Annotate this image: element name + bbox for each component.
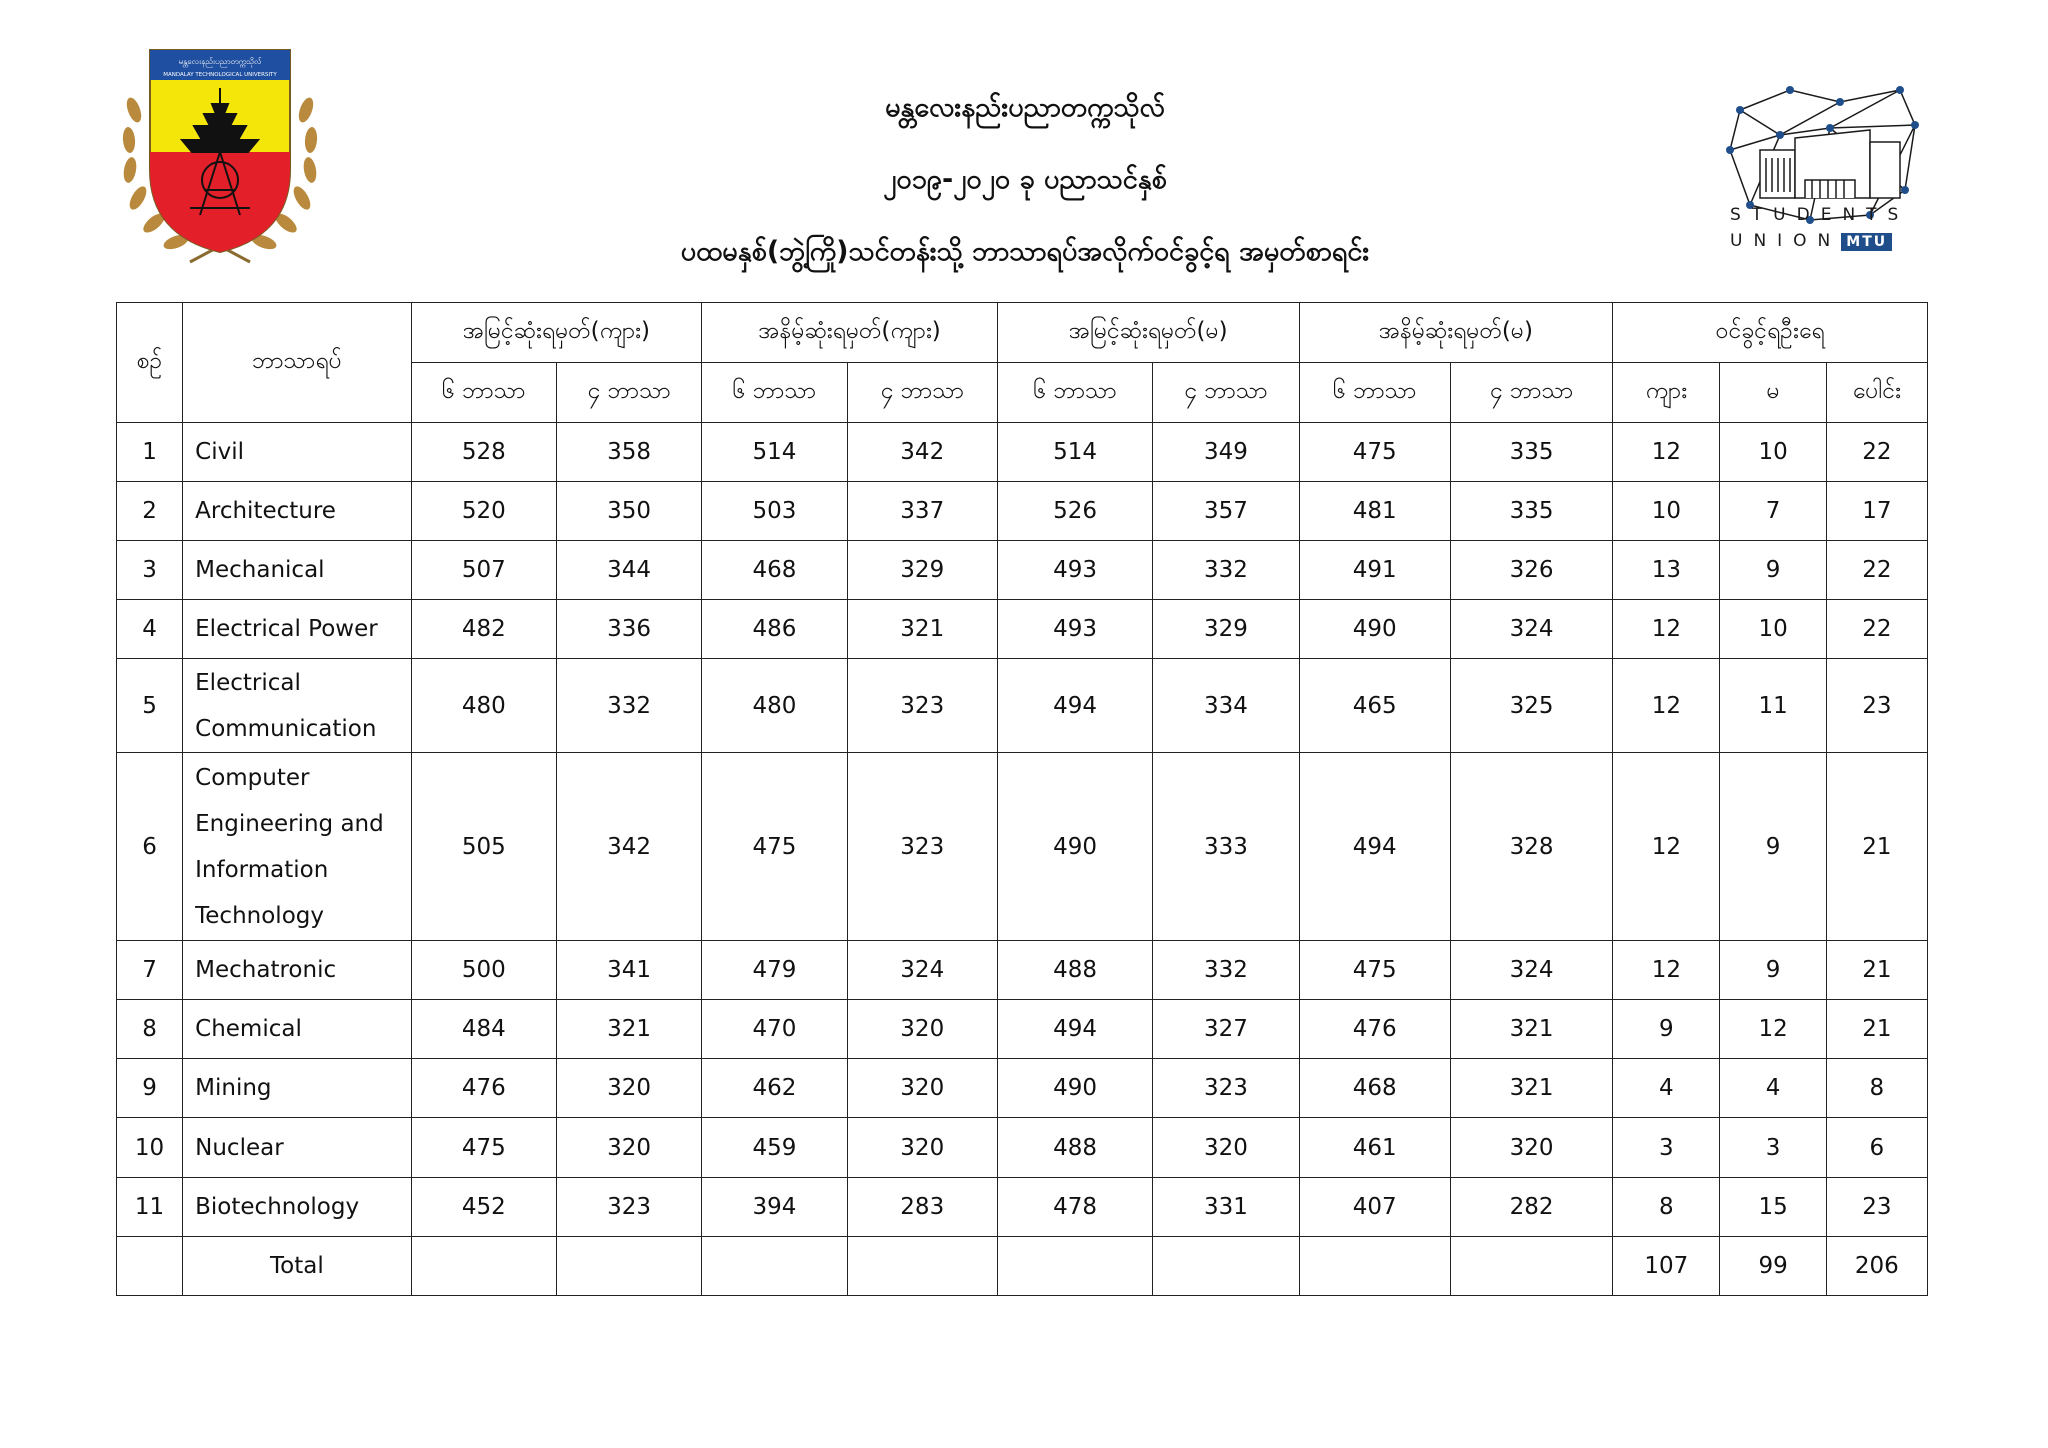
subject-name-line: Mechatronic — [195, 957, 337, 983]
min-female-four: 324 — [1450, 941, 1612, 1000]
subject-name-line: Chemical — [195, 1016, 302, 1042]
table-header — [117, 303, 1928, 423]
max-male-six: 476 — [411, 1059, 556, 1118]
min-male-four: 329 — [847, 541, 997, 600]
admitted-male: 8 — [1613, 1178, 1720, 1237]
max-male-six: 505 — [411, 753, 556, 941]
subject-name-line: Communication — [195, 715, 377, 742]
results-subtitle: ပထမနှစ်(ဘွဲ့ကြို)သင်တန်းသို့ ဘာသာရပ်အလိုက်ဝင်ခွင့်ရ အမှတ်စာရင်း — [680, 236, 1370, 267]
admitted-male: 12 — [1613, 600, 1720, 659]
union-text: UNION — [1730, 231, 1842, 251]
min-male-six: 479 — [702, 941, 847, 1000]
min-female-four: 335 — [1450, 482, 1612, 541]
row-number: 4 — [117, 600, 183, 659]
min-male-four: 320 — [847, 1000, 997, 1059]
table-row — [117, 1000, 1928, 1059]
table-row — [117, 753, 1928, 941]
subject-name-line: Nuclear — [195, 1134, 284, 1161]
subheader-four-subjects: ၄ ဘာသာ — [556, 363, 701, 423]
header-max-female: အမြင့်ဆုံးရမှတ်(မ) — [997, 303, 1299, 363]
header-subject: ဘာသာရပ် — [183, 303, 412, 423]
max-female-four: 334 — [1153, 659, 1299, 753]
max-male-four: 358 — [556, 423, 701, 482]
subject-name-line: Technology — [195, 902, 324, 929]
subheader-female: မ — [1720, 363, 1826, 423]
row-number: 2 — [117, 482, 183, 541]
max-female-six: 478 — [997, 1178, 1152, 1237]
admitted-total: 21 — [1826, 941, 1927, 1000]
min-male-four: 323 — [847, 753, 997, 941]
max-male-four: 332 — [556, 659, 701, 753]
admitted-total: 22 — [1826, 423, 1927, 482]
max-male-four: 336 — [556, 600, 701, 659]
subject-name — [183, 423, 412, 482]
academic-year-title: ၂၀၁၉-၂၀၂၀ ခု ပညာသင်နှစ် — [883, 164, 1167, 195]
header-min-female: အနိမ့်ဆုံးရမှတ်(မ) — [1299, 303, 1613, 363]
table-row — [117, 482, 1928, 541]
table-row — [117, 1118, 1928, 1178]
min-male-four: 342 — [847, 423, 997, 482]
row-number: 8 — [117, 1000, 183, 1059]
max-male-four: 344 — [556, 541, 701, 600]
min-female-six: 475 — [1299, 941, 1450, 1000]
min-male-four: 320 — [847, 1118, 997, 1178]
min-female-six: 407 — [1299, 1178, 1450, 1237]
min-female-six: 465 — [1299, 659, 1450, 753]
max-female-six: 493 — [997, 541, 1152, 600]
subject-name — [183, 1059, 412, 1118]
max-female-four: 323 — [1153, 1059, 1299, 1118]
admitted-total: 21 — [1826, 753, 1927, 941]
table-row — [117, 600, 1928, 659]
min-female-four: 321 — [1450, 1059, 1612, 1118]
subject-name-line: Electrical Power — [195, 616, 378, 642]
subject-name-line: Mining — [195, 1075, 272, 1101]
table-row — [117, 1178, 1928, 1237]
empty-cell — [556, 1237, 701, 1296]
subject-name — [183, 941, 412, 1000]
university-title: မန္တလေးနည်းပညာတက္ကသိုလ် — [885, 92, 1165, 123]
row-number: 5 — [117, 659, 183, 753]
min-female-six: 475 — [1299, 423, 1450, 482]
admitted-female: 9 — [1720, 941, 1826, 1000]
max-female-four: 333 — [1153, 753, 1299, 941]
subject-name-line: Architecture — [195, 498, 336, 524]
admitted-female: 10 — [1720, 423, 1826, 482]
min-female-four: 320 — [1450, 1118, 1612, 1178]
min-male-six: 394 — [702, 1178, 847, 1237]
max-female-six: 514 — [997, 423, 1152, 482]
empty-cell — [411, 1237, 556, 1296]
admitted-male: 4 — [1613, 1059, 1720, 1118]
empty-cell — [1299, 1237, 1450, 1296]
total-row — [117, 1237, 1928, 1296]
min-male-four: 323 — [847, 659, 997, 753]
admitted-male: 12 — [1613, 753, 1720, 941]
table-row — [117, 423, 1928, 482]
max-female-six: 490 — [997, 753, 1152, 941]
header-sno: စဉ် — [117, 303, 183, 423]
max-female-six: 494 — [997, 659, 1152, 753]
admitted-male: 9 — [1613, 1000, 1720, 1059]
min-female-four: 328 — [1450, 753, 1612, 941]
min-male-six: 503 — [702, 482, 847, 541]
max-female-six: 488 — [997, 941, 1152, 1000]
students-text: STUDENTS — [1730, 205, 1910, 225]
max-female-four: 332 — [1153, 541, 1299, 600]
min-female-six: 461 — [1299, 1118, 1450, 1178]
min-female-six: 491 — [1299, 541, 1450, 600]
admitted-female: 12 — [1720, 1000, 1826, 1059]
admitted-female: 4 — [1720, 1059, 1826, 1118]
max-female-four: 349 — [1153, 423, 1299, 482]
subject-name-line: Information — [195, 856, 329, 883]
admitted-female: 10 — [1720, 600, 1826, 659]
admitted-total: 22 — [1826, 541, 1927, 600]
max-male-six: 452 — [411, 1178, 556, 1237]
subject-name — [183, 482, 412, 541]
empty-cell — [702, 1237, 847, 1296]
min-male-six: 486 — [702, 600, 847, 659]
max-female-four: 332 — [1153, 941, 1299, 1000]
table-footer — [117, 1237, 1928, 1296]
table-row — [117, 1059, 1928, 1118]
subheader-four-subjects: ၄ ဘာသာ — [847, 363, 997, 423]
crest-banner-text: မန္တလေးနည်းပညာတက္ကသိုလ် — [178, 57, 262, 66]
table-row — [117, 659, 1928, 753]
admitted-female: 7 — [1720, 482, 1826, 541]
min-male-four: 320 — [847, 1059, 997, 1118]
admitted-female: 9 — [1720, 753, 1826, 941]
min-female-six: 490 — [1299, 600, 1450, 659]
min-female-four: 325 — [1450, 659, 1612, 753]
max-male-six: 507 — [411, 541, 556, 600]
admitted-total: 17 — [1826, 482, 1927, 541]
max-female-four: 357 — [1153, 482, 1299, 541]
subject-name-line: Biotechnology — [195, 1194, 360, 1220]
subject-name-line: Civil — [195, 439, 244, 465]
max-male-four: 321 — [556, 1000, 701, 1059]
max-female-four: 331 — [1153, 1178, 1299, 1237]
admitted-female: 3 — [1720, 1118, 1826, 1178]
max-female-four: 327 — [1153, 1000, 1299, 1059]
subheader-four-subjects: ၄ ဘာသာ — [1153, 363, 1299, 423]
mtu-badge: MTU — [1841, 233, 1892, 251]
total-sum: 206 — [1826, 1237, 1927, 1296]
max-male-six: 520 — [411, 482, 556, 541]
admitted-total: 23 — [1826, 1178, 1927, 1237]
subheader-six-subjects: ၆ ဘာသာ — [997, 363, 1152, 423]
subheader-six-subjects: ၆ ဘာသာ — [411, 363, 556, 423]
table-row — [117, 941, 1928, 1000]
max-female-four: 329 — [1153, 600, 1299, 659]
max-male-four: 320 — [556, 1059, 701, 1118]
admitted-male: 3 — [1613, 1118, 1720, 1178]
total-sno-cell — [117, 1237, 183, 1296]
max-male-six: 480 — [411, 659, 556, 753]
min-male-six: 468 — [702, 541, 847, 600]
subject-name-line: Electrical — [195, 669, 301, 696]
admitted-total: 23 — [1826, 659, 1927, 753]
subheader-male: ကျား — [1613, 363, 1720, 423]
min-male-six: 475 — [702, 753, 847, 941]
admitted-male: 12 — [1613, 941, 1720, 1000]
min-male-six: 480 — [702, 659, 847, 753]
empty-cell — [997, 1237, 1152, 1296]
max-male-four: 323 — [556, 1178, 701, 1237]
row-number: 9 — [117, 1059, 183, 1118]
min-male-six: 459 — [702, 1118, 847, 1178]
row-number: 7 — [117, 941, 183, 1000]
subject-name-line: Mechanical — [195, 557, 325, 583]
min-female-four: 282 — [1450, 1178, 1612, 1237]
total-male: 107 — [1613, 1237, 1720, 1296]
min-female-six: 468 — [1299, 1059, 1450, 1118]
subject-name-line: Engineering and — [195, 810, 384, 837]
max-female-six: 488 — [997, 1118, 1152, 1178]
building-icon — [1760, 130, 1900, 198]
min-male-six: 514 — [702, 423, 847, 482]
mtu-crest-logo — [120, 40, 320, 270]
subject-name-line: Computer — [195, 764, 310, 791]
admitted-male: 12 — [1613, 423, 1720, 482]
min-female-four: 324 — [1450, 600, 1612, 659]
max-male-six: 484 — [411, 1000, 556, 1059]
min-male-four: 283 — [847, 1178, 997, 1237]
admitted-total: 22 — [1826, 600, 1927, 659]
min-female-four: 326 — [1450, 541, 1612, 600]
row-number: 6 — [117, 753, 183, 941]
total-label: Total — [183, 1237, 412, 1296]
min-female-six: 481 — [1299, 482, 1450, 541]
admitted-total: 21 — [1826, 1000, 1927, 1059]
max-male-four: 341 — [556, 941, 701, 1000]
min-male-four: 337 — [847, 482, 997, 541]
header-min-male: အနိမ့်ဆုံးရမှတ်(ကျား) — [702, 303, 998, 363]
max-male-six: 528 — [411, 423, 556, 482]
total-female: 99 — [1720, 1237, 1826, 1296]
subject-name — [183, 1118, 412, 1178]
admission-results-table — [116, 302, 1928, 1296]
min-male-six: 462 — [702, 1059, 847, 1118]
admitted-male: 13 — [1613, 541, 1720, 600]
row-number: 10 — [117, 1118, 183, 1178]
row-number: 11 — [117, 1178, 183, 1237]
max-male-four: 342 — [556, 753, 701, 941]
min-male-four: 321 — [847, 600, 997, 659]
max-female-six: 494 — [997, 1000, 1152, 1059]
admitted-total: 8 — [1826, 1059, 1927, 1118]
subheader-total: ပေါင်း — [1826, 363, 1927, 423]
min-male-six: 470 — [702, 1000, 847, 1059]
subject-name — [183, 600, 412, 659]
min-female-four: 335 — [1450, 423, 1612, 482]
max-male-four: 350 — [556, 482, 701, 541]
subject-name — [183, 1178, 412, 1237]
max-male-six: 500 — [411, 941, 556, 1000]
subheader-six-subjects: ၆ ဘာသာ — [1299, 363, 1450, 423]
subject-name — [183, 1000, 412, 1059]
header-admitted-count: ဝင်ခွင့်ရဦးရေ — [1613, 303, 1928, 363]
admitted-female: 15 — [1720, 1178, 1826, 1237]
admitted-female: 9 — [1720, 541, 1826, 600]
admitted-female: 11 — [1720, 659, 1826, 753]
subject-name — [183, 753, 412, 941]
max-female-six: 490 — [997, 1059, 1152, 1118]
subheader-six-subjects: ၆ ဘာသာ — [702, 363, 847, 423]
empty-cell — [847, 1237, 997, 1296]
min-male-four: 324 — [847, 941, 997, 1000]
admitted-total: 6 — [1826, 1118, 1927, 1178]
subheader-four-subjects: ၄ ဘာသာ — [1450, 363, 1612, 423]
min-female-six: 494 — [1299, 753, 1450, 941]
row-number: 1 — [117, 423, 183, 482]
admitted-male: 12 — [1613, 659, 1720, 753]
empty-cell — [1450, 1237, 1612, 1296]
row-number: 3 — [117, 541, 183, 600]
admitted-male: 10 — [1613, 482, 1720, 541]
max-male-six: 482 — [411, 600, 556, 659]
max-female-six: 493 — [997, 600, 1152, 659]
table-body — [117, 423, 1928, 1237]
max-male-six: 475 — [411, 1118, 556, 1178]
min-female-four: 321 — [1450, 1000, 1612, 1059]
max-female-six: 526 — [997, 482, 1152, 541]
table-row — [117, 541, 1928, 600]
empty-cell — [1153, 1237, 1299, 1296]
max-female-four: 320 — [1153, 1118, 1299, 1178]
min-female-six: 476 — [1299, 1000, 1450, 1059]
crest-english-text: MANDALAY TECHNOLOGICAL UNIVERSITY — [163, 72, 277, 78]
subject-name — [183, 541, 412, 600]
max-male-four: 320 — [556, 1118, 701, 1178]
header-max-male: အမြင့်ဆုံးရမှတ်(ကျား) — [411, 303, 702, 363]
subject-name — [183, 659, 412, 753]
